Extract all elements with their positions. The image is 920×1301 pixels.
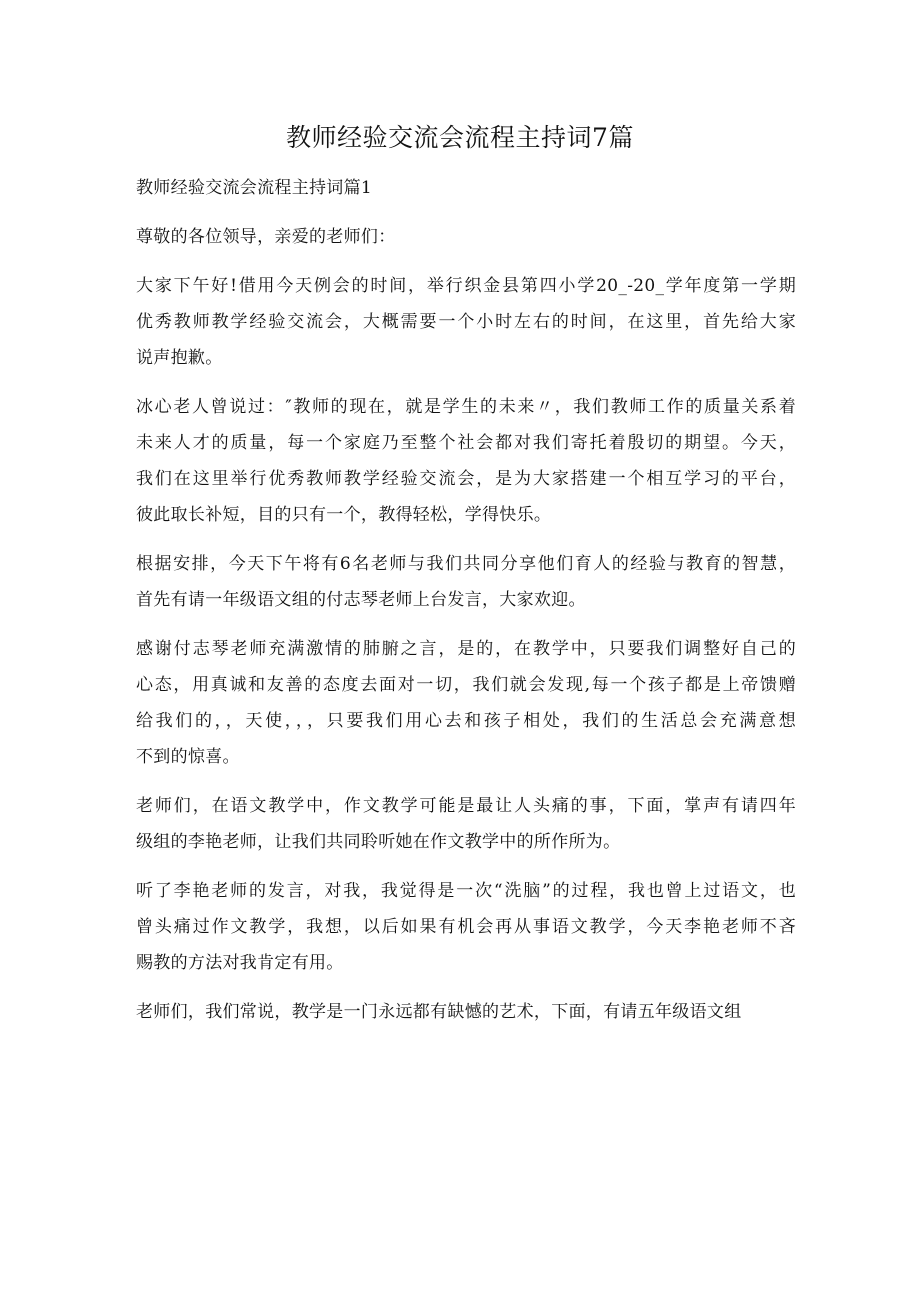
paragraph-line: 给我们的，，天使，，，只要我们用心去和孩子相处，我们的生活总会充满意想: [136, 711, 796, 731]
paragraph-line: 感谢付志琴老师充满激情的肺腑之言，是的，在教学中，只要我们调整好自己的: [136, 639, 796, 659]
paragraph-line: 优秀教师教学经验交流会，大概需要一个小时左右的时间，在这里，首先给大家: [136, 312, 796, 332]
paragraph-line: 老师们，在语文教学中，作文教学可能是最让人头痛的事，下面，掌声有请四年: [136, 796, 796, 816]
paragraph: [136, 788, 796, 860]
paragraph-line: 不到的惊喜。: [136, 747, 240, 767]
paragraph-line: 心态，用真诚和友善的态度去面对一切，我们就会发现,每一个孩子都是上帝馈赠: [136, 675, 796, 695]
paragraph-line: 听了李艳老师的发言，对我，我觉得是一次“洗脑”的过程，我也曾上过语文，也: [136, 881, 796, 901]
paragraph: [136, 994, 796, 1030]
paragraph-line: 我们在这里举行优秀教师教学经验交流会，是为大家搭建一个相互学习的平台，: [136, 469, 796, 489]
paragraph-line: 级组的李艳老师，让我们共同聆听她在作文教学中的所作所为。: [136, 832, 621, 852]
paragraph-gap: [136, 255, 796, 268]
paragraph-gap: [136, 775, 796, 788]
paragraph-line: 未来人才的质量，每一个家庭乃至整个社会都对我们寄托着殷切的期望。今天，: [136, 433, 796, 453]
paragraph-line: 大家下午好!借用今天例会的时间，举行织金县第四小学20_-20_学年度第一学期: [136, 276, 796, 296]
paragraph-line: 曾头痛过作文教学，我想，以后如果有机会再从事语文教学，今天李艳老师不吝: [136, 917, 796, 937]
paragraph: [136, 873, 796, 981]
paragraph-line: 赐教的方法对我肯定有用。: [136, 953, 344, 973]
paragraph-gap: [136, 533, 796, 546]
paragraph-line: 老师们，我们常说，教学是一门永远都有缺憾的艺术，下面，有请五年级语文组: [136, 1002, 742, 1022]
paragraph-gap: [136, 860, 796, 873]
paragraph: [136, 546, 796, 618]
paragraph-line: 彼此取长补短，目的只有一个，教得轻松，学得快乐。: [136, 505, 552, 525]
paragraph-line: 教师经验交流会流程主持词篇1: [136, 178, 373, 198]
paragraph-gap: [136, 981, 796, 994]
paragraph: [136, 219, 796, 255]
paragraph: [136, 268, 796, 376]
paragraph-gap: [136, 206, 796, 219]
document-body: [136, 170, 796, 1030]
paragraph-line: 尊敬的各位领导，亲爱的老师们：: [136, 227, 396, 247]
paragraph: [136, 389, 796, 533]
document-title: 教师经验交流会流程主持词7篇: [286, 123, 634, 152]
paragraph: [136, 631, 796, 775]
paragraph: [136, 170, 796, 206]
paragraph-gap: [136, 376, 796, 389]
paragraph-gap: [136, 618, 796, 631]
paragraph-line: 说声抱歉。: [136, 348, 223, 368]
paragraph-line: 首先有请一年级语文组的付志琴老师上台发言，大家欢迎。: [136, 590, 586, 610]
paragraph-line: 根据安排，今天下午将有6名老师与我们共同分享他们育人的经验与教育的智慧，: [136, 554, 796, 574]
paragraph-line: 冰心老人曾说过：″教师的现在，就是学生的未来〃，我们教师工作的质量关系着: [136, 397, 796, 417]
